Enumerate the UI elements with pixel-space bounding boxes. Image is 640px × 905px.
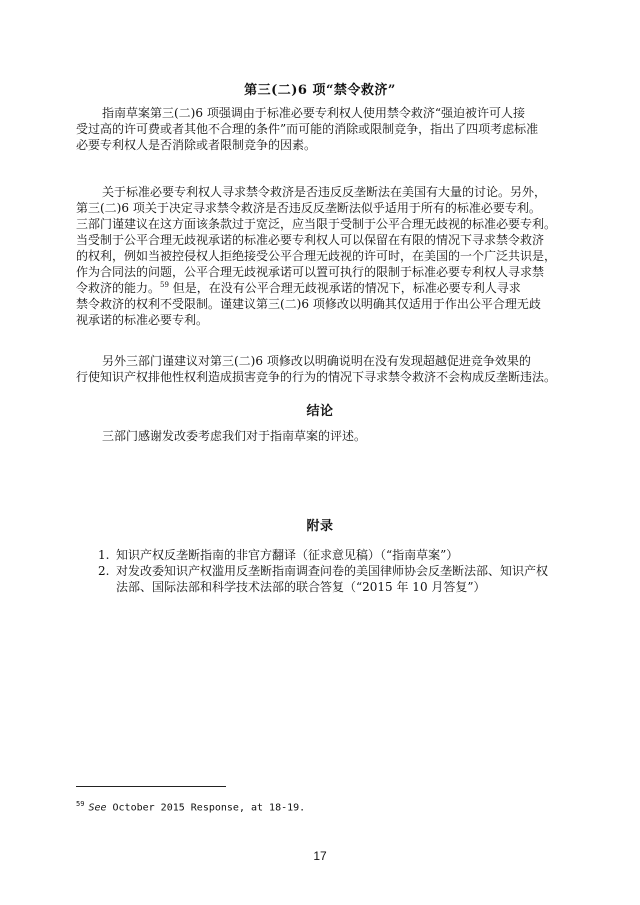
paragraph-2-text: 但是，在没有公平合理无歧视承诺的情况下，标准必要专利人寻求 [168, 281, 521, 295]
appendix-item-text: 法部、国际法部和科学技术法部的联合答复（“2015 年 10 月答复”） [116, 580, 486, 594]
appendix-item-number: 1. [98, 548, 110, 562]
footnote-reference[interactable]: 59 [160, 281, 169, 289]
paragraph-2-line-with-ref [76, 280, 570, 296]
paragraph-2-line: 当受制于公平合理无歧视承诺的标准必要专利权人可以保留在有限的情况下寻求禁令救济 [76, 233, 545, 247]
paragraph-1-line: 受过高的许可费或者其他不合理的条件”而可能的消除或限制竞争，指出了四项考虑标准 [76, 122, 539, 136]
paragraph-2-line: 禁令救济的权利不受限制。谨建议第三(二)6 项修改以明确其仅适用于作出公平合理无歧 [76, 297, 541, 311]
paragraph-1-line: 指南草案第三(二)6 项强调由于标准必要专利权人使用禁令救济“强迫被许可人接 [102, 106, 525, 120]
footnote-number: 59 [76, 800, 85, 808]
appendix-item-number: 2. [98, 564, 110, 578]
footnote [76, 800, 305, 813]
appendix-list [98, 547, 568, 595]
appendix-item-text: 对发改委知识产权滥用反垄断指南调查问卷的美国律师协会反垄断法部、知识产权 [116, 564, 549, 578]
appendix-item [98, 563, 568, 595]
section-heading: 第三(二)6 项“禁令救济” [244, 83, 396, 98]
paragraph-2-line: 作为合同法的问题，公平合理无歧视承诺可以置可执行的限制于标准必要专利权人寻求禁 [76, 265, 545, 279]
appendix-heading: 附录 [306, 519, 334, 534]
paragraph-2-line: 第三(二)6 项关于决定寻求禁令救济是否违反反垄断法似乎适用于所有的标准必要专利。 [76, 201, 541, 215]
conclusion-text: 三部门感谢发改委考虑我们对于指南草案的评述。 [102, 429, 367, 443]
paragraph-1-line: 必要专利权人是否消除或者限制竞争的因素。 [76, 138, 317, 152]
page-number: 17 [313, 849, 327, 863]
paragraph-2-line: 视承诺的标准必要专利。 [76, 313, 209, 327]
paragraph-2-line: 的权利，例如当被控侵权人拒绝接受公平合理无歧视的许可时，在美国的一个广泛共识是， [76, 249, 557, 263]
appendix-item [98, 547, 568, 563]
paragraph-2-text: 令救济的能力。 [76, 281, 161, 295]
footnote-separator [76, 786, 226, 787]
paragraph-3-line: 行使知识产权排他性权利造成损害竞争的行为的情况下寻求禁令救济不会构成反垄断违法。 [76, 370, 557, 384]
appendix-item-text: 知识产权反垄断指南的非官方翻译（征求意见稿）（“指南草案”） [116, 548, 459, 562]
footnote-text: October 2015 Response, at 18-19. [106, 802, 306, 814]
paragraph-2-line: 关于标准必要专利权人寻求禁令救济是否违反反垄断法在美国有大量的讨论。另外， [102, 185, 547, 199]
footnote-see: See [88, 802, 107, 814]
paragraph-2-line: 三部门谨建议在这方面该条款过于宽泛，应当限于受制于公平合理无歧视的标准必要专利。 [76, 217, 557, 231]
conclusion-heading: 结论 [306, 404, 334, 419]
paragraph-1 [76, 105, 570, 153]
paragraph-3-line: 另外三部门谨建议对第三(二)6 项修改以明确说明在没有发现超越促进竞争效果的 [102, 354, 531, 368]
paragraph-2 [76, 184, 570, 328]
paragraph-3 [76, 353, 570, 385]
